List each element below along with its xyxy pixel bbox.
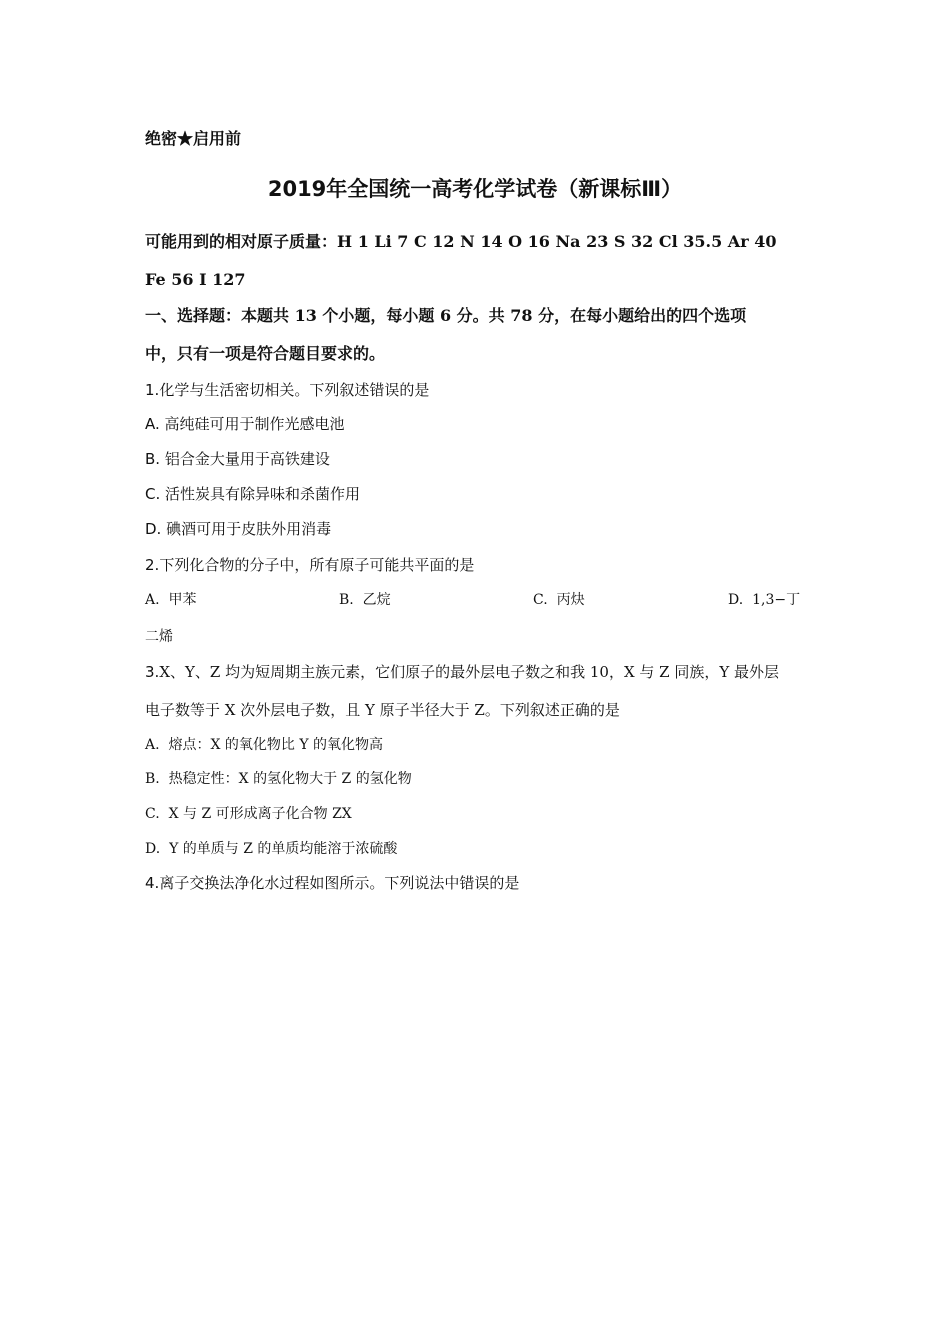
option-text: 乙烷: [362, 592, 391, 608]
option-text: 碘酒可用于皮肤外用消毒: [161, 520, 332, 538]
q3-option-c: [145, 804, 352, 824]
q2-option-b: [339, 590, 391, 610]
option-text: 热稳定性：X 的氢化物大于 Z 的氢化物: [168, 771, 412, 787]
q2-option-c: [533, 590, 585, 610]
section-heading-line-1: 一、选择题：本题共 13 个小题，每小题 6 分。共 78 分，在每小题给出的四个选项: [145, 306, 747, 325]
q2-option-a: [145, 590, 196, 610]
option-label: D.: [145, 841, 161, 857]
option-text: 甲苯: [168, 592, 197, 608]
option-label: A.: [145, 415, 160, 433]
question-2-text: 下列化合物的分子中，所有原子可能共平面的是: [159, 556, 475, 574]
q1-option-a: [145, 414, 345, 434]
question-3-stem-line-2: 电子数等于 X 次外层电子数，且 Y 原子半径大于 Z。下列叙述正确的是: [145, 701, 620, 719]
question-3-text-1: X、Y、Z 均为短周期主族元素，它们原子的最外层电子数之和我 10，X 与 Z 同族，Y 最外层: [159, 663, 780, 681]
question-4-number: 4.: [145, 874, 160, 892]
section-heading-line-2: 中，只有一项是符合题目要求的。: [145, 344, 386, 363]
option-text: 活性炭具有除异味和杀菌作用: [160, 485, 361, 503]
atomic-mass-line-1: 可能用到的相对原子质量：H 1 Li 7 C 12 N 14 O 16 Na 23 S 32 Cl 35.5 Ar 40: [145, 232, 777, 251]
option-label: C.: [145, 806, 160, 822]
atomic-mass-line-2: Fe 56 I 127: [145, 270, 246, 289]
option-text: 高纯硅可用于制作光感电池: [159, 415, 345, 433]
option-label: D.: [728, 592, 744, 608]
option-text: 1,3−丁: [752, 592, 801, 608]
question-2-number: 2.: [145, 556, 160, 574]
option-label: B.: [339, 592, 354, 608]
option-text: Y 的单质与 Z 的单质均能溶于浓硫酸: [169, 841, 398, 857]
question-1-text: 化学与生活密切相关。下列叙述错误的是: [159, 381, 430, 399]
confidential-mark: 绝密★启用前: [145, 129, 242, 148]
option-label: B.: [145, 450, 161, 468]
q3-option-b: [145, 769, 412, 789]
q2-option-d: [728, 590, 800, 610]
q1-option-b: [145, 449, 330, 469]
question-2-stem: [145, 555, 474, 575]
question-3-number: 3.: [145, 663, 160, 681]
option-label: D.: [145, 520, 162, 538]
option-label: A.: [145, 592, 160, 608]
option-text: X 与 Z 可形成离子化合物 ZX: [168, 806, 352, 822]
option-label: A.: [145, 737, 160, 753]
exam-title: 2019年全国统一高考化学试卷（新课标Ⅲ）: [267, 177, 683, 201]
question-4-text: 离子交换法净化水过程如图所示。下列说法中错误的是: [159, 874, 520, 892]
option-text: 铝合金大量用于高铁建设: [160, 450, 330, 468]
question-4-stem: [145, 873, 519, 893]
q2-option-d-wrap: 二烯: [145, 629, 173, 645]
option-label: B.: [145, 771, 160, 787]
question-3-stem-line-1: [145, 662, 779, 682]
q1-option-c: [145, 484, 360, 504]
option-label: C.: [533, 592, 548, 608]
option-text: 熔点：X 的氧化物比 Y 的氧化物高: [168, 737, 384, 753]
question-1-stem: [145, 380, 429, 400]
option-text: 丙炔: [556, 592, 585, 608]
q1-option-d: [145, 519, 331, 539]
question-1-number: 1.: [145, 381, 160, 399]
q3-option-a: [145, 735, 383, 755]
option-label: C.: [145, 485, 161, 503]
q3-option-d: [145, 839, 397, 859]
